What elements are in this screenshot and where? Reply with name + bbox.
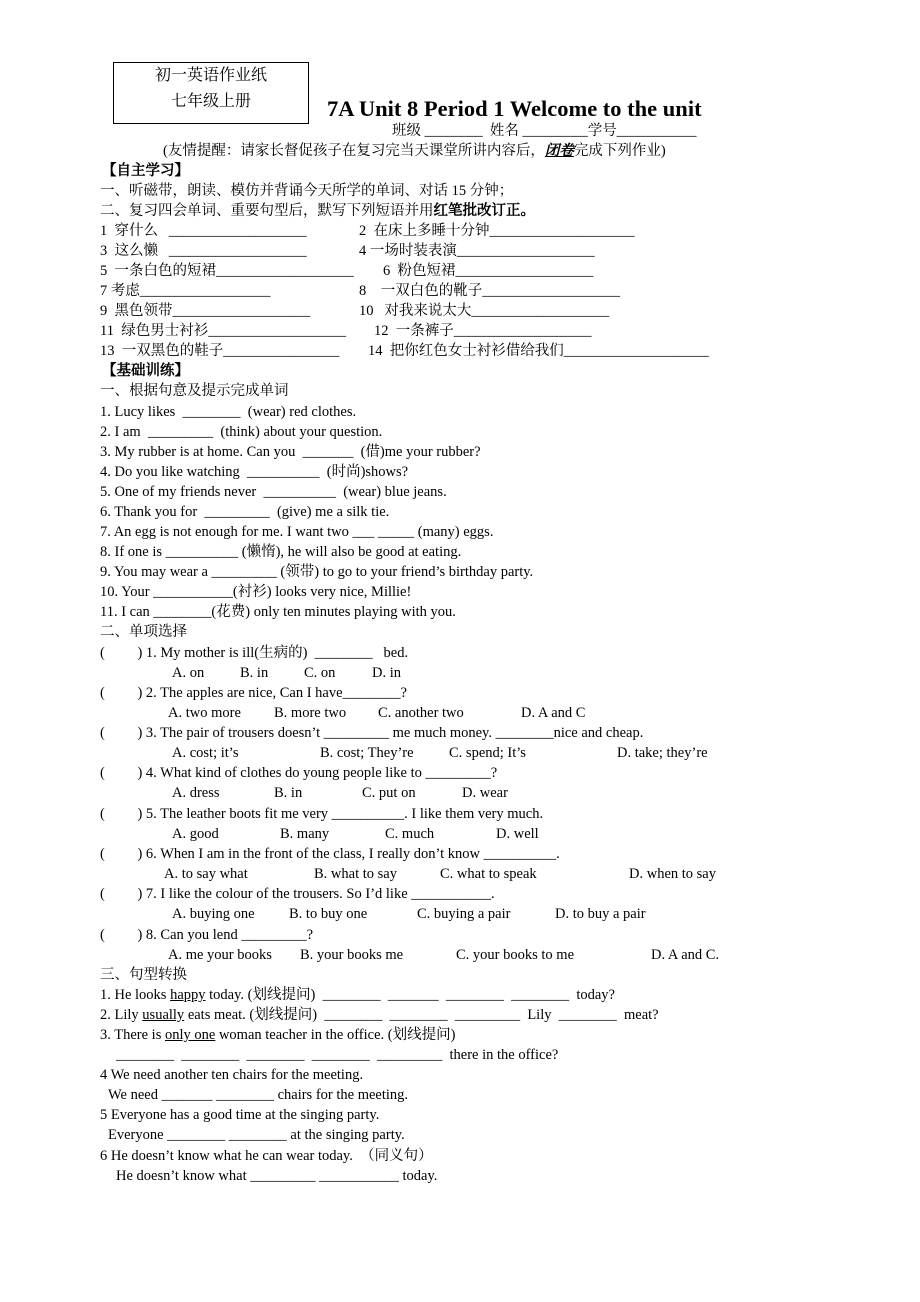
mc-option: D. well	[496, 826, 539, 842]
part2-title: 二、单项选择	[100, 624, 187, 640]
header-box	[113, 62, 309, 124]
fill-item: 3. My rubber is at home. Can you _______ (借)me your rubber?	[100, 444, 481, 460]
phrase-left: 11 绿色男士衬衫___________________	[100, 323, 346, 339]
underlined-word: usually	[142, 1007, 185, 1023]
task-2	[100, 201, 535, 221]
mc-option: A. me your books	[168, 947, 272, 963]
transform-text: 1. He looks	[100, 987, 171, 1003]
mc-option: A. dress	[172, 785, 220, 801]
transform-item	[100, 1005, 659, 1025]
mc-option: B. more two	[274, 705, 347, 721]
transform-text: eats meat. (划线提问) ________ ________ _________ Lily ________ meat?	[184, 1007, 659, 1023]
phrase-right: 10 对我来说太大___________________	[359, 303, 610, 319]
phrase-right: 4 一场时装表演___________________	[359, 243, 595, 259]
mc-question: ( ) 4. What kind of clothes do young people like to _________?	[100, 765, 498, 781]
transform-item: 6 He doesn’t know what he can wear today. （同义句）	[100, 1148, 433, 1164]
mc-option: C. what to speak	[440, 866, 537, 882]
phrase-right: 14 把你红色女士衬衫借给我们____________________	[368, 343, 709, 359]
phrase-right: 2 在床上多睡十分钟____________________	[359, 223, 635, 239]
fill-item: 6. Thank you for _________ (give) me a silk tie.	[100, 504, 390, 520]
mc-question: ( ) 7. I like the colour of the trousers. So I’d like ___________.	[100, 886, 495, 902]
transform-item: 5 Everyone has a good time at the singing party.	[100, 1107, 380, 1123]
mc-option: B. many	[280, 826, 330, 842]
reminder	[163, 141, 666, 161]
part3-title: 三、句型转换	[100, 967, 187, 983]
mc-option: D. in	[372, 665, 401, 681]
mc-option: A. buying one	[172, 906, 255, 922]
box-line-2: 七年级上册	[170, 93, 251, 110]
mc-option: D. to buy a pair	[555, 906, 646, 922]
phrase-right: 6 粉色短裙___________________	[383, 263, 594, 279]
underlined-word: happy	[170, 987, 206, 1003]
mc-option: D. when to say	[629, 866, 716, 882]
fill-item: 9. You may wear a _________ (领带) to go to your friend’s birthday party.	[100, 564, 534, 580]
reminder-b: 闭卷	[544, 143, 574, 159]
task-2-a: 二、复习四会单词、重要句型后，默写下列短语并用	[100, 203, 434, 219]
fill-item: 7. An egg is not enough for me. I want two ___ _____ (many) eggs.	[100, 524, 494, 540]
fill-item: 4. Do you like watching __________ (时尚)shows?	[100, 464, 409, 480]
mc-option: D. A and C.	[651, 947, 720, 963]
mc-option: A. two more	[168, 705, 241, 721]
phrase-left: 5 一条白色的短裙___________________	[100, 263, 354, 279]
fill-item: 2. I am _________ (think) about your question.	[100, 424, 383, 440]
transform-item	[100, 1025, 455, 1045]
mc-option: B. in	[240, 665, 269, 681]
phrase-left: 1 穿什么 ___________________	[100, 223, 307, 239]
basic-heading: 【基础训练】	[102, 363, 189, 379]
mc-option: D. wear	[462, 785, 508, 801]
self-study-heading: 【自主学习】	[102, 163, 189, 179]
mc-option: B. in	[274, 785, 303, 801]
mc-option: C. your books to me	[456, 947, 575, 963]
mc-option: A. cost; it’s	[172, 745, 239, 761]
transform-text: 2. Lily	[100, 1007, 143, 1023]
page-title: 7A Unit 8 Period 1 Welcome to the unit	[327, 96, 702, 121]
mc-option: C. buying a pair	[417, 906, 511, 922]
mc-question: ( ) 8. Can you lend _________?	[100, 927, 314, 943]
fill-item: 5. One of my friends never __________ (wear) blue jeans.	[100, 484, 447, 500]
mc-question: ( ) 2. The apples are nice, Can I have________?	[100, 685, 407, 701]
mc-option: B. to buy one	[289, 906, 368, 922]
mc-question: ( ) 6. When I am in the front of the class, I really don’t know __________.	[100, 846, 560, 862]
phrase-left: 9 黑色领带___________________	[100, 303, 311, 319]
transform-text: today. (划线提问) ________ _______ ________ ________ today?	[205, 987, 615, 1003]
phrase-left: 7 考虑__________________	[100, 283, 271, 299]
mc-option: C. spend; It’s	[449, 745, 526, 761]
info-line: 班级 ________ 姓名 _________学号___________	[392, 123, 697, 139]
part1-title: 一、根据句意及提示完成单词	[100, 383, 289, 399]
mc-option: C. put on	[362, 785, 416, 801]
mc-option: C. much	[385, 826, 435, 842]
transform-answer: Everyone ________ ________ at the singing party.	[108, 1127, 405, 1143]
transform-item	[100, 985, 615, 1005]
mc-question: ( ) 5. The leather boots fit me very __________. I like them very much.	[100, 806, 544, 822]
mc-option: B. cost; They’re	[320, 745, 414, 761]
transform-answer: He doesn’t know what _________ ___________ today.	[116, 1168, 438, 1184]
mc-option: D. A and C	[521, 705, 586, 721]
phrase-right: 8 一双白色的靴子___________________	[359, 283, 620, 299]
transform-item: 4 We need another ten chairs for the meeting.	[100, 1067, 364, 1083]
task-1: 一、听磁带，朗读、模仿并背诵今天所学的单词、对话 15 分钟；	[100, 183, 514, 199]
box-line-1: 初一英语作业纸	[154, 67, 267, 84]
phrase-left: 13 一双黑色的鞋子________________	[100, 343, 340, 359]
fill-item: 10. Your ___________(衬衫) looks very nice, Millie!	[100, 584, 412, 600]
mc-option: D. take; they’re	[617, 745, 708, 761]
phrase-right: 12 一条裤子___________________	[374, 323, 592, 339]
task-2-b: 红笔批改订正。	[433, 203, 535, 219]
mc-option: A. on	[172, 665, 205, 681]
phrase-left: 3 这么懒 ___________________	[100, 243, 307, 259]
mc-option: B. what to say	[314, 866, 397, 882]
mc-question: ( ) 1. My mother is ill(生病的) ________ bed.	[100, 645, 409, 661]
mc-option: A. good	[172, 826, 219, 842]
mc-question: ( ) 3. The pair of trousers doesn’t _________ me much money. ________nice and cheap.	[100, 725, 644, 741]
mc-option: B. your books me	[300, 947, 404, 963]
reminder-a: (友情提醒：请家长督促孩子在复习完当天课堂所讲内容后，	[163, 143, 545, 159]
fill-item: 8. If one is __________ (懒惰), he will also be good at eating.	[100, 544, 462, 560]
fill-item: 11. I can ________(花费) only ten minutes playing with you.	[100, 604, 456, 620]
mc-option: A. to say what	[164, 866, 248, 882]
mc-option: C. on	[304, 665, 336, 681]
fill-item: 1. Lucy likes ________ (wear) red clothes.	[100, 404, 357, 420]
transform-text: 3. There is	[100, 1027, 165, 1043]
mc-option: C. another two	[378, 705, 464, 721]
underlined-word: only one	[164, 1027, 216, 1043]
transform-answer: ________ ________ ________ ________ _________ there in the office?	[116, 1047, 559, 1063]
reminder-c: 完成下列作业)	[573, 143, 666, 159]
transform-answer: We need _______ ________ chairs for the meeting.	[108, 1087, 409, 1103]
transform-text: woman teacher in the office. (划线提问)	[215, 1027, 456, 1043]
